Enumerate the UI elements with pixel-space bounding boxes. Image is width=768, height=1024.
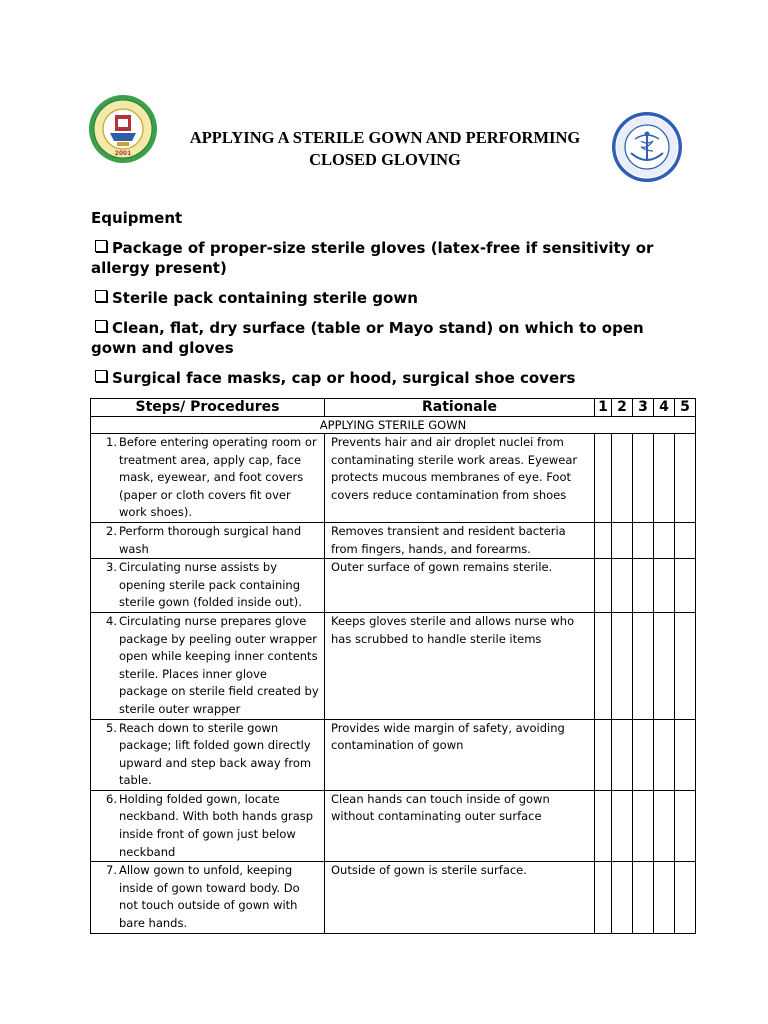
rating-cell[interactable] xyxy=(675,559,696,613)
rating-cell[interactable] xyxy=(612,862,633,933)
rating-cell[interactable] xyxy=(612,790,633,861)
rating-cell[interactable] xyxy=(595,612,612,719)
step-number: 2. xyxy=(106,523,117,538)
equipment-item xyxy=(91,368,681,388)
equipment-list xyxy=(91,238,681,398)
table-row xyxy=(91,862,696,933)
rating-cell[interactable] xyxy=(612,434,633,523)
rating-cell[interactable] xyxy=(612,612,633,719)
rating-4-header: 4 xyxy=(654,399,675,417)
rating-cell[interactable] xyxy=(633,612,654,719)
equipment-heading: Equipment xyxy=(91,209,183,227)
step-number: 7. xyxy=(106,863,117,878)
step-number: 4. xyxy=(106,613,117,628)
rating-1-header: 1 xyxy=(595,399,612,417)
rating-cell[interactable] xyxy=(595,522,612,558)
checkbox-icon xyxy=(95,240,107,252)
step-number: 1. xyxy=(106,435,117,449)
rating-cell[interactable] xyxy=(612,559,633,613)
equipment-item xyxy=(91,288,681,308)
rating-cell[interactable] xyxy=(654,612,675,719)
step-cell xyxy=(91,862,325,933)
rating-2-header: 2 xyxy=(612,399,633,417)
rationale-cell: Removes transient and resident bacteria from fingers, hands, and forearms. xyxy=(325,522,595,558)
rationale-cell: Clean hands can touch inside of gown without contaminating outer surface xyxy=(325,790,595,861)
rating-cell[interactable] xyxy=(612,522,633,558)
rating-cell[interactable] xyxy=(675,522,696,558)
step-cell xyxy=(91,790,325,861)
rationale-cell: Outer surface of gown remains sterile. xyxy=(325,559,595,613)
rating-cell[interactable] xyxy=(633,559,654,613)
table-header-row xyxy=(91,399,696,417)
step-number: 5. xyxy=(106,720,117,735)
rating-cell[interactable] xyxy=(654,790,675,861)
equipment-item-text: Package of proper-size sterile gloves (latex-free if sensitivity or allergy present) xyxy=(91,239,654,277)
rationale-cell: Provides wide margin of safety, avoiding contamination of gown xyxy=(325,719,595,790)
rating-cell[interactable] xyxy=(675,434,696,523)
step-text: Allow gown to unfold, keeping inside of gown toward body. Do not touch outside of gown with bare hands. xyxy=(119,863,300,931)
step-text: Holding folded gown, locate neckband. With both hands grasp inside front of gown just below neckband xyxy=(119,791,314,859)
step-cell xyxy=(91,559,325,613)
step-number: 6. xyxy=(106,791,117,806)
title-line-2: CLOSED GLOVING xyxy=(309,150,461,169)
rating-cell[interactable] xyxy=(675,612,696,719)
procedure-checklist-table xyxy=(90,398,696,934)
rating-cell[interactable] xyxy=(612,719,633,790)
rating-cell[interactable] xyxy=(654,522,675,558)
step-cell xyxy=(91,522,325,558)
rating-cell[interactable] xyxy=(633,719,654,790)
step-text: Before entering operating room or treatment area, apply cap, face mask, eyewear, and foot covers (paper or cloth covers fit over work shoes). xyxy=(119,435,317,520)
rating-cell[interactable] xyxy=(654,862,675,933)
rating-cell[interactable] xyxy=(595,790,612,861)
table-row xyxy=(91,434,696,523)
rating-cell[interactable] xyxy=(595,559,612,613)
equipment-item xyxy=(91,318,681,358)
equipment-item-text: Clean, flat, dry surface (table or Mayo stand) on which to open gown and gloves xyxy=(91,319,644,357)
nursing-seal-logo xyxy=(611,111,683,183)
table-row xyxy=(91,719,696,790)
checkbox-icon xyxy=(95,320,107,332)
step-cell xyxy=(91,719,325,790)
step-text: Circulating nurse assists by opening sterile pack containing sterile gown (folded inside out). xyxy=(119,560,302,610)
title-line-1: APPLYING A STERILE GOWN AND PERFORMING xyxy=(189,128,581,147)
checkbox-icon xyxy=(95,290,107,302)
rationale-cell: Prevents hair and air droplet nuclei from contaminating sterile work areas. Eyewear protects mucous membranes of eye. Foot covers reduce contamination from shoes xyxy=(325,434,595,523)
rating-5-header: 5 xyxy=(675,399,696,417)
equipment-item-text: Sterile pack containing sterile gown xyxy=(112,289,418,307)
steps-column-header: Steps/ Procedures xyxy=(91,399,325,417)
rating-cell[interactable] xyxy=(633,862,654,933)
document-title xyxy=(160,127,610,171)
rating-cell[interactable] xyxy=(675,862,696,933)
rating-cell[interactable] xyxy=(633,434,654,523)
table-row xyxy=(91,522,696,558)
rating-cell[interactable] xyxy=(633,790,654,861)
rating-cell[interactable] xyxy=(654,559,675,613)
rating-cell[interactable] xyxy=(654,719,675,790)
rationale-cell: Keeps gloves sterile and allows nurse who has scrubbed to handle sterile items xyxy=(325,612,595,719)
equipment-item xyxy=(91,238,681,278)
rating-cell[interactable] xyxy=(654,434,675,523)
rating-cell[interactable] xyxy=(595,862,612,933)
step-cell xyxy=(91,612,325,719)
rating-cell[interactable] xyxy=(595,434,612,523)
step-text: Circulating nurse prepares glove package by peeling outer wrapper open while keeping inner contents sterile. Places inner glove package on sterile field created by sterile outer wrapper xyxy=(119,613,319,716)
rationale-column-header: Rationale xyxy=(325,399,595,417)
svg-text:2001: 2001 xyxy=(114,150,132,157)
rating-cell[interactable] xyxy=(595,719,612,790)
step-cell xyxy=(91,434,325,523)
step-number: 3. xyxy=(106,560,117,575)
table-row xyxy=(91,559,696,613)
step-text: Perform thorough surgical hand wash xyxy=(119,523,302,556)
checkbox-icon xyxy=(95,370,107,382)
section-row xyxy=(91,417,696,434)
school-seal-logo xyxy=(88,93,158,165)
rationale-cell: Outside of gown is sterile surface. xyxy=(325,862,595,933)
table-row xyxy=(91,612,696,719)
section-title: APPLYING STERILE GOWN xyxy=(91,417,696,434)
rating-cell[interactable] xyxy=(633,522,654,558)
table-row xyxy=(91,790,696,861)
step-text: Reach down to sterile gown package; lift folded gown directly upward and step back away from table. xyxy=(119,720,312,788)
equipment-item-text: Surgical face masks, cap or hood, surgical shoe covers xyxy=(112,369,576,387)
rating-cell[interactable] xyxy=(675,790,696,861)
rating-3-header: 3 xyxy=(633,399,654,417)
rating-cell[interactable] xyxy=(675,719,696,790)
